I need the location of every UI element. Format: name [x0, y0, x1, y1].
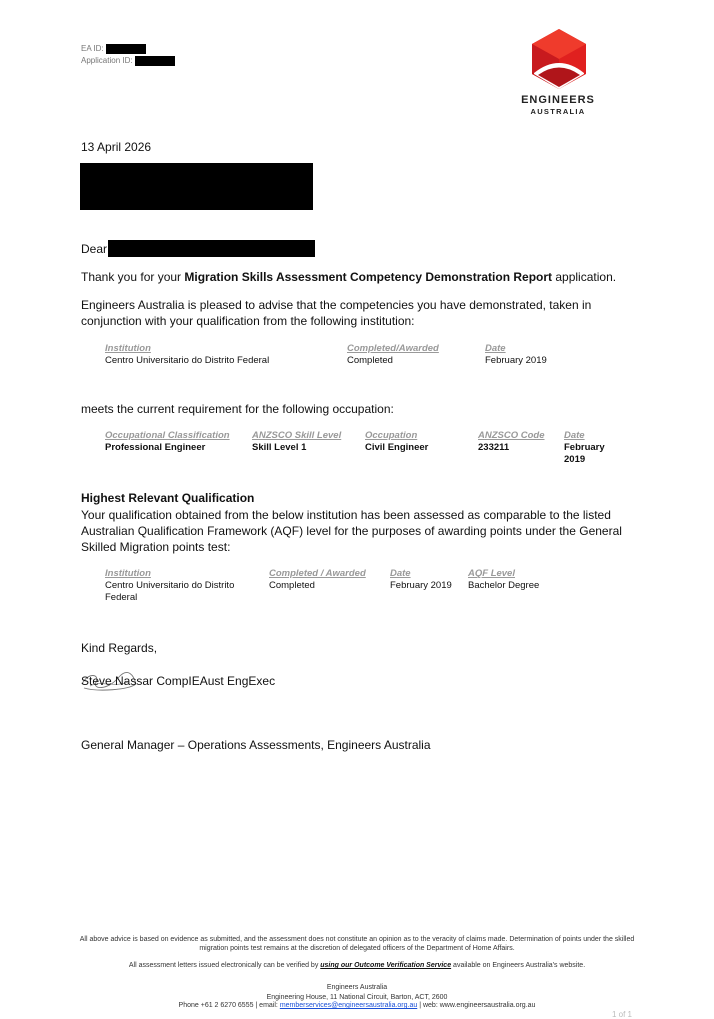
footer-disclaimer: All above advice is based on evidence as submitted, and the assessment does not constitute an opinion as to the veracity of claims made. Determination of points under the skilled migration points test remains at the discretion of delegated officers of the Department of Home Affairs. — [79, 936, 635, 952]
salutation-text: Dear — [81, 241, 108, 256]
intro-paragraph — [81, 269, 641, 285]
email-link[interactable]: memberservices@engineersaustralia.org.au — [279, 1002, 418, 1009]
letter-date: 13 April 2026 — [81, 140, 152, 154]
table-cell: Skill Level 1 — [252, 442, 307, 453]
table-header: Institution — [105, 343, 151, 354]
table-header: Occupation — [365, 430, 418, 441]
qualification-table — [105, 568, 625, 604]
redaction-box — [135, 56, 175, 66]
table-header: ANZSCO Code — [478, 430, 545, 441]
table-header: Completed/Awarded — [347, 343, 439, 354]
table-cell: February 2019 — [485, 355, 547, 366]
table-cell: Completed — [347, 355, 393, 366]
contact-suffix: | web: www.engineersaustralia.org.au — [417, 1002, 536, 1009]
footer-address: Engineering House, 11 National Circuit, Barton, ACT, 2600 — [266, 994, 448, 1001]
redaction-box — [106, 44, 146, 54]
table-cell: Completed — [269, 580, 315, 591]
page-number: 1 of 1 — [611, 1010, 632, 1019]
address-redaction — [80, 163, 313, 210]
signatory-name: Steve Nassar CompIEAust EngExec — [81, 674, 276, 688]
table-header: ANZSCO Skill Level — [252, 430, 342, 441]
occupation-table — [105, 430, 625, 466]
verification-service-link[interactable]: using our Outcome Verification Service — [320, 962, 452, 969]
table-cell: Centro Universitario do Distrito Federal — [105, 355, 270, 366]
hrq-paragraph: Your qualification obtained from the below institution has been assessed as comparable to the listed Australian Qualification Framework (AQF) level for the purposes of awarding points under the General Skilled Migration points test: — [81, 508, 622, 554]
table-cell: 233211 — [478, 442, 510, 453]
table-header: Completed / Awarded — [269, 568, 366, 579]
contact-prefix: Phone +61 2 6270 6555 | email: — [178, 1002, 280, 1009]
competency-paragraph: Engineers Australia is pleased to advise that the competencies you have demonstrated, taken in conjunction with your qualification from the following institution: — [81, 298, 592, 328]
table-header: Institution — [105, 568, 151, 579]
footer-org: Engineers Australia — [326, 984, 388, 991]
ea-id-label: EA ID: — [81, 44, 104, 53]
logo-line1: ENGINEERS — [521, 94, 595, 106]
logo-wordmark — [510, 94, 606, 116]
intro-application-type: Migration Skills Assessment Competency Demonstration Report — [184, 270, 553, 284]
signatory-title: General Manager – Operations Assessments, Engineers Australia — [81, 738, 431, 752]
hrq-heading: Highest Relevant Qualification — [81, 491, 255, 505]
table-cell: Centro Universitario do Distrito Federal — [105, 580, 235, 603]
footer-verification — [75, 961, 639, 970]
intro-prefix: Thank you for your — [81, 270, 185, 284]
intro-suffix: application. — [552, 270, 617, 284]
table-header: Occupational Classification — [105, 430, 230, 441]
verify-suffix: available on Engineers Australia's website. — [451, 962, 586, 969]
salutation — [81, 240, 315, 257]
table-header: Date — [390, 568, 411, 579]
institution-table — [105, 343, 625, 367]
application-id-label: Application ID: — [81, 56, 133, 65]
name-redaction — [108, 240, 315, 257]
table-header: Date — [485, 343, 506, 354]
footer-contact — [75, 1001, 639, 1010]
engineers-australia-logo — [524, 27, 594, 91]
table-header: AQF Level — [468, 568, 515, 579]
table-cell: Civil Engineer — [365, 442, 429, 453]
table-cell: Bachelor Degree — [468, 580, 540, 591]
table-cell: Professional Engineer — [105, 442, 206, 453]
verify-prefix: All assessment letters issued electronically can be verified by — [128, 962, 321, 969]
table-cell: February 2019 — [390, 580, 452, 591]
logo-line2: AUSTRALIA — [530, 107, 586, 116]
closing: Kind Regards, — [81, 641, 158, 655]
application-ids — [81, 43, 175, 67]
table-header: Date — [564, 430, 585, 441]
table-cell: February 2019 — [564, 442, 605, 465]
meets-requirement-line: meets the current requirement for the following occupation: — [81, 402, 394, 416]
